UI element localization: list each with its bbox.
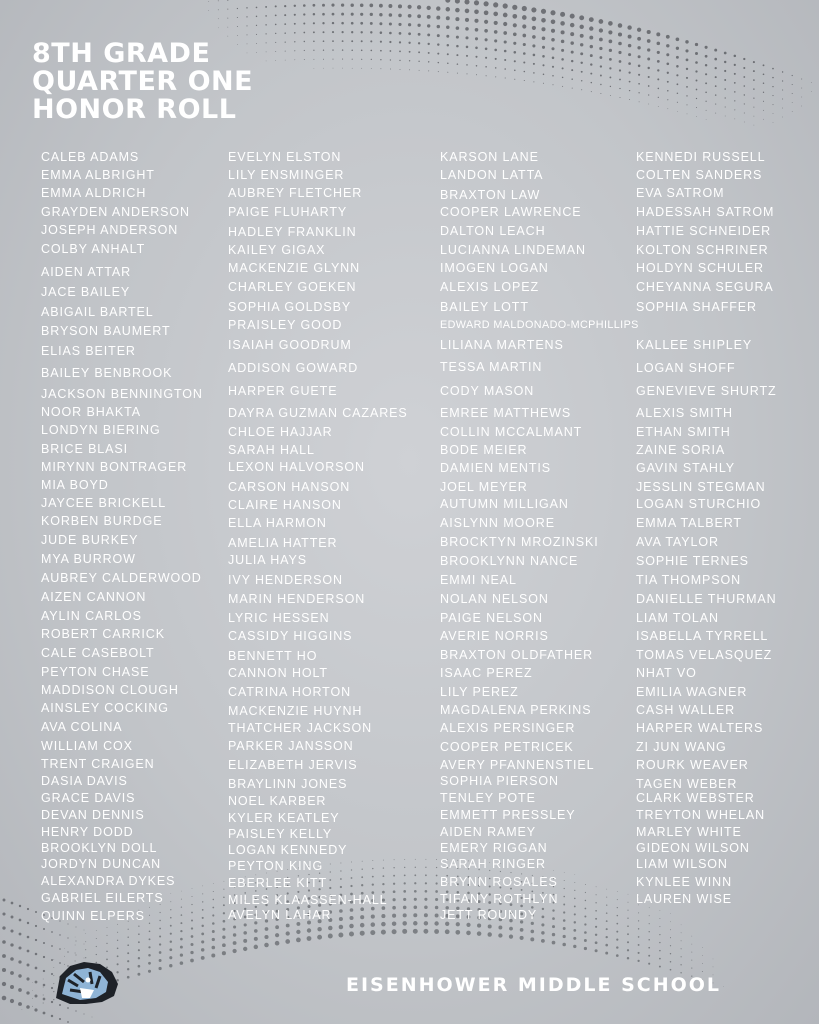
honoree-name: ADDISON GOWARD [228, 361, 359, 375]
honoree-name: LILIANA MARTENS [440, 338, 564, 352]
honoree-name: IVY HENDERSON [228, 573, 343, 587]
honoree-name: DAMIEN MENTIS [440, 461, 552, 475]
honoree-name: AUTUMN MILLIGAN [440, 497, 569, 511]
honoree-name: KENNEDI RUSSELL [636, 150, 766, 164]
honoree-name: COOPER PETRICEK [440, 740, 574, 754]
honoree-name: JACKSON BENNINGTON [41, 387, 203, 401]
honoree-name: AIZEN CANNON [41, 590, 147, 604]
honoree-name: DASIA DAVIS [41, 774, 128, 788]
honoree-name: MYA BURROW [41, 552, 136, 566]
honoree-name: LOGAN STURCHIO [636, 497, 762, 511]
honoree-name: LIAM WILSON [636, 857, 728, 871]
honoree-name: EDWARD MALDONADO-MCPHILLIPS [440, 319, 639, 331]
honoree-name: SOPHIE TERNES [636, 554, 749, 568]
honoree-name: HADESSAH SATROM [636, 205, 775, 219]
honoree-name: JETT ROUNDY [440, 908, 538, 922]
honoree-name: COLBY ANHALT [41, 242, 146, 256]
honoree-name: ROBERT CARRICK [41, 627, 165, 641]
page-title [32, 40, 253, 124]
honoree-name: MARIN HENDERSON [228, 592, 366, 606]
honoree-name: CATRINA HORTON [228, 685, 352, 699]
honoree-name: CHARLEY GOEKEN [228, 280, 357, 294]
honoree-name: EMILIA WAGNER [636, 685, 748, 699]
honoree-name: BAILEY BENBROOK [41, 366, 173, 380]
honoree-name: LILY ENSMINGER [228, 168, 345, 182]
honoree-name: ISAIAH GOODRUM [228, 338, 352, 352]
honoree-name: JOEL MEYER [440, 480, 528, 494]
honoree-name: NHAT VO [636, 666, 697, 680]
honoree-name: MAGDALENA PERKINS [440, 703, 592, 717]
honoree-name: HARPER GUETE [228, 384, 338, 398]
honoree-name: NOEL KARBER [228, 794, 327, 808]
honoree-name: CASH WALLER [636, 703, 736, 717]
honoree-name: TESSA MARTIN [440, 360, 543, 374]
honoree-name: QUINN ELPERS [41, 909, 145, 923]
honoree-name: ZI JUN WANG [636, 740, 727, 754]
honoree-name: AIDEN ATTAR [41, 265, 132, 279]
honoree-name: AVA TAYLOR [636, 535, 719, 549]
honoree-name: CALEB ADAMS [41, 150, 140, 164]
honoree-name: ELLA HARMON [228, 516, 327, 530]
honoree-name: BRYNN ROSALES [440, 875, 558, 889]
honoree-name: KOLTON SCHRINER [636, 243, 769, 257]
honoree-name: LUCIANNA LINDEMAN [440, 243, 586, 257]
honoree-name: HARPER WALTERS [636, 721, 764, 735]
honoree-name: TIFANY ROTHLYN [440, 892, 559, 906]
honoree-name: DAYRA GUZMAN CAZARES [228, 406, 408, 420]
honoree-name: AYLIN CARLOS [41, 609, 142, 623]
honoree-name: ETHAN SMITH [636, 425, 731, 439]
honoree-name: BRAXTON OLDFATHER [440, 648, 594, 662]
honoree-name: BROOKLYN DOLL [41, 841, 158, 855]
honoree-name: JOSEPH ANDERSON [41, 223, 179, 237]
honoree-name: MADDISON CLOUGH [41, 683, 179, 697]
honoree-name: COLTEN SANDERS [636, 168, 763, 182]
honoree-name: ALEXIS SMITH [636, 406, 733, 420]
honoree-name: LILY PEREZ [440, 685, 519, 699]
honoree-name: CASSIDY HIGGINS [228, 629, 353, 643]
honoree-name: JUDE BURKEY [41, 533, 139, 547]
honoree-name: KARSON LANE [440, 150, 539, 164]
honoree-name: MIA BOYD [41, 478, 109, 492]
honoree-name: ROURK WEAVER [636, 758, 749, 772]
honoree-name: GENEVIEVE SHURTZ [636, 384, 777, 398]
honoree-name: SOPHIA SHAFFER [636, 300, 757, 314]
honoree-name: AVERIE NORRIS [440, 629, 549, 643]
honoree-name: EVELYN ELSTON [228, 150, 342, 164]
honoree-name: CARSON HANSON [228, 480, 351, 494]
honoree-name: SARAH HALL [228, 443, 315, 457]
honoree-name: JULIA HAYS [228, 553, 307, 567]
honoree-name: NOLAN NELSON [440, 592, 549, 606]
honoree-name: EMMETT PRESSLEY [440, 808, 576, 822]
title-line: HONOR ROLL [32, 94, 237, 125]
honoree-name: AISLYNN MOORE [440, 516, 555, 530]
honoree-name: BRAYLINN JONES [228, 777, 348, 791]
honoree-name: BRYSON BAUMERT [41, 324, 171, 338]
honoree-name: BRAXTON LAW [440, 188, 541, 202]
honoree-name: BENNETT HO [228, 649, 318, 663]
honoree-name: ELIZABETH JERVIS [228, 758, 358, 772]
honoree-name: MILES KLAASSEN-HALL [228, 893, 388, 907]
honoree-name: JACE BAILEY [41, 285, 131, 299]
honoree-name: EMERY RIGGAN [440, 841, 548, 855]
honoree-name: EBERLEE KITT [228, 876, 328, 890]
honoree-name: ALEXIS LOPEZ [440, 280, 540, 294]
honoree-name: AUBREY FLETCHER [228, 186, 363, 200]
honoree-name: DEVAN DENNIS [41, 808, 145, 822]
honoree-name: ISAAC PEREZ [440, 666, 533, 680]
honoree-name: PAISLEY KELLY [228, 827, 333, 841]
honoree-name: COOPER LAWRENCE [440, 205, 582, 219]
honoree-name: NOOR BHAKTA [41, 405, 141, 419]
honoree-name: EMMA ALBRIGHT [41, 168, 155, 182]
honoree-name: BROOKLYNN NANCE [440, 554, 579, 568]
honoree-name: ABIGAIL BARTEL [41, 305, 154, 319]
honoree-name: MACKENZIE GLYNN [228, 261, 361, 275]
honoree-name: TRENT CRAIGEN [41, 757, 155, 771]
honoree-name: WILLIAM COX [41, 739, 133, 753]
honoree-name: THATCHER JACKSON [228, 721, 373, 735]
honoree-name: AVELYN LAHAR [228, 908, 332, 922]
honoree-name: JAYCEE BRICKELL [41, 496, 167, 510]
honoree-name: GRACE DAVIS [41, 791, 136, 805]
honoree-name: CLARK WEBSTER [636, 791, 755, 805]
title-line: QUARTER ONE [32, 66, 254, 97]
honoree-name: ALEXANDRA DYKES [41, 874, 176, 888]
honoree-name: LYRIC HESSEN [228, 611, 330, 625]
honoree-name: MACKENZIE HUYNH [228, 704, 363, 718]
title-line: 8TH GRADE [32, 38, 211, 69]
honoree-name: CODY MASON [440, 384, 535, 398]
honoree-name: TREYTON WHELAN [636, 808, 766, 822]
honoree-name: CALE CASEBOLT [41, 646, 155, 660]
honoree-name: DANIELLE THURMAN [636, 592, 777, 606]
honoree-name: AIDEN RAMEY [440, 825, 537, 839]
honoree-name: ISABELLA TYRRELL [636, 629, 769, 643]
honoree-name: ALEXIS PERSINGER [440, 721, 576, 735]
honoree-name: KAILEY GIGAX [228, 243, 326, 257]
honoree-name: HATTIE SCHNEIDER [636, 224, 772, 238]
honoree-name: SARAH RINGER [440, 857, 546, 871]
honoree-name: GRAYDEN ANDERSON [41, 205, 190, 219]
honoree-name: JORDYN DUNCAN [41, 857, 162, 871]
honoree-name: CHLOE HAJJAR [228, 425, 333, 439]
honoree-name: PAIGE NELSON [440, 611, 543, 625]
honoree-name: TAGEN WEBER [636, 777, 738, 791]
honoree-name: LAUREN WISE [636, 892, 733, 906]
honoree-name: EMMA TALBERT [636, 516, 742, 530]
honoree-name: PRAISLEY GOOD [228, 318, 343, 332]
honoree-name: BODE MEIER [440, 443, 528, 457]
honoree-name: EMREE MATTHEWS [440, 406, 572, 420]
honoree-name: KORBEN BURDGE [41, 514, 163, 528]
honoree-name: LOGAN SHOFF [636, 361, 736, 375]
honoree-name: GIDEON WILSON [636, 841, 750, 855]
honoree-name: CANNON HOLT [228, 666, 328, 680]
honoree-name: PEYTON KING [228, 859, 324, 873]
honoree-name: TIA THOMPSON [636, 573, 742, 587]
honoree-name: BRICE BLASI [41, 442, 129, 456]
honoree-name: PARKER JANSSON [228, 739, 354, 753]
honoree-name: TOMAS VELASQUEZ [636, 648, 773, 662]
honoree-name: KALLEE SHIPLEY [636, 338, 753, 352]
honoree-name: ZAINE SORIA [636, 443, 726, 457]
honoree-name: KYLER KEATLEY [228, 811, 340, 825]
honoree-name: LOGAN KENNEDY [228, 843, 348, 857]
honoree-name: EMMA ALDRICH [41, 186, 147, 200]
honoree-name: ELIAS BEITER [41, 344, 136, 358]
honoree-name: CLAIRE HANSON [228, 498, 342, 512]
honoree-name: AMELIA HATTER [228, 536, 338, 550]
honoree-name: LIAM TOLAN [636, 611, 719, 625]
honoree-name: IMOGEN LOGAN [440, 261, 549, 275]
honoree-name: PEYTON CHASE [41, 665, 150, 679]
honoree-name: HADLEY FRANKLIN [228, 225, 357, 239]
honoree-name: GABRIEL EILERTS [41, 891, 164, 905]
honoree-name: SOPHIA GOLDSBY [228, 300, 352, 314]
honoree-name: TENLEY POTE [440, 791, 536, 805]
honoree-name: AINSLEY COCKING [41, 701, 169, 715]
honoree-name: HOLDYN SCHULER [636, 261, 764, 275]
honoree-name: DALTON LEACH [440, 224, 546, 238]
honoree-name: GAVIN STAHLY [636, 461, 736, 475]
honoree-name: JESSLIN STEGMAN [636, 480, 766, 494]
honoree-name: AVERY PFANNENSTIEL [440, 758, 595, 772]
school-name: EISENHOWER MIDDLE SCHOOL [346, 974, 722, 996]
honoree-name: AVA COLINA [41, 720, 123, 734]
honoree-name: HENRY DODD [41, 825, 134, 839]
honoree-name: EMMI NEAL [440, 573, 517, 587]
honoree-name: SOPHIA PIERSON [440, 774, 559, 788]
honoree-name: BAILEY LOTT [440, 300, 529, 314]
honoree-name: COLLIN MCCALMANT [440, 425, 583, 439]
honoree-name: EVA SATROM [636, 186, 725, 200]
honoree-name: CHEYANNA SEGURA [636, 280, 774, 294]
honoree-name: MARLEY WHITE [636, 825, 742, 839]
honoree-name: PAIGE FLUHARTY [228, 205, 348, 219]
honoree-name: LEXON HALVORSON [228, 460, 365, 474]
honoree-name: LONDYN BIERING [41, 423, 161, 437]
honoree-name: LANDON LATTA [440, 168, 544, 182]
honoree-name: KYNLEE WINN [636, 875, 733, 889]
honoree-name: MIRYNN BONTRAGER [41, 460, 188, 474]
honoree-name: BROCKTYN MROZINSKI [440, 535, 599, 549]
honoree-name: AUBREY CALDERWOOD [41, 571, 202, 585]
tiger-mascot-icon [50, 958, 122, 1008]
